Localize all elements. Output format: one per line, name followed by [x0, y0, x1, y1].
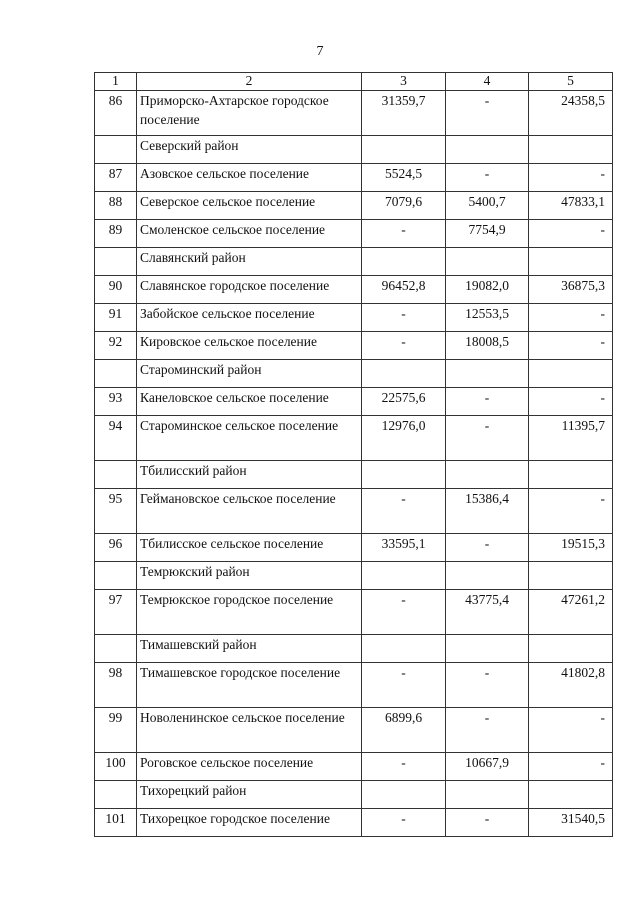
value-cell-3	[362, 136, 446, 164]
value-cell-5: 19515,3	[529, 534, 613, 562]
settlement-name-cell: Славянское городское поселение	[137, 276, 362, 304]
settlement-name-cell: Темрюкское городское поселение	[137, 590, 362, 635]
settlement-name-cell: Тихорецкое городское поселение	[137, 809, 362, 837]
district-row	[95, 360, 613, 388]
district-name-cell: Тбилисский район	[137, 461, 362, 489]
value-cell-4: 19082,0	[446, 276, 529, 304]
value-cell-4: 7754,9	[446, 220, 529, 248]
row-number-cell: 96	[95, 534, 137, 562]
settlement-name-cell: Тимашевское городское поселение	[137, 663, 362, 708]
table-row	[95, 332, 613, 360]
district-name-cell: Тихорецкий район	[137, 781, 362, 809]
table-row	[95, 192, 613, 220]
table-row	[95, 304, 613, 332]
value-cell-4: -	[446, 91, 529, 136]
row-number-cell	[95, 360, 137, 388]
table-row	[95, 489, 613, 534]
district-row	[95, 562, 613, 590]
district-name-cell: Староминский район	[137, 360, 362, 388]
value-cell-5: -	[529, 304, 613, 332]
value-cell-3: 12976,0	[362, 416, 446, 461]
row-number-cell: 90	[95, 276, 137, 304]
table-row	[95, 276, 613, 304]
value-cell-5: 24358,5	[529, 91, 613, 136]
value-cell-5	[529, 461, 613, 489]
value-cell-3: -	[362, 489, 446, 534]
value-cell-4: 18008,5	[446, 332, 529, 360]
header-cell-3: 3	[362, 73, 446, 91]
table-row	[95, 809, 613, 837]
value-cell-5	[529, 136, 613, 164]
value-cell-3	[362, 248, 446, 276]
value-cell-3: -	[362, 590, 446, 635]
settlement-name-cell: Приморско-Ахтарское городское поселение	[137, 91, 362, 136]
row-number-cell: 97	[95, 590, 137, 635]
district-row	[95, 248, 613, 276]
value-cell-4: -	[446, 708, 529, 753]
value-cell-3	[362, 781, 446, 809]
row-number-cell: 100	[95, 753, 137, 781]
value-cell-5: -	[529, 164, 613, 192]
value-cell-4: 5400,7	[446, 192, 529, 220]
value-cell-5: -	[529, 489, 613, 534]
settlement-name-cell: Геймановское сельское поселение	[137, 489, 362, 534]
value-cell-4	[446, 136, 529, 164]
value-cell-5	[529, 562, 613, 590]
value-cell-5: -	[529, 332, 613, 360]
table-row	[95, 753, 613, 781]
value-cell-4: -	[446, 663, 529, 708]
table-row	[95, 91, 613, 136]
table-row	[95, 590, 613, 635]
value-cell-4	[446, 248, 529, 276]
value-cell-5: -	[529, 753, 613, 781]
value-cell-3: 22575,6	[362, 388, 446, 416]
settlement-name-cell: Азовское сельское поселение	[137, 164, 362, 192]
value-cell-4	[446, 635, 529, 663]
district-row	[95, 461, 613, 489]
table-row	[95, 388, 613, 416]
value-cell-5: -	[529, 708, 613, 753]
value-cell-3: -	[362, 332, 446, 360]
value-cell-3	[362, 360, 446, 388]
value-cell-3: -	[362, 220, 446, 248]
row-number-cell	[95, 562, 137, 590]
value-cell-5	[529, 781, 613, 809]
settlement-name-cell: Кировское сельское поселение	[137, 332, 362, 360]
value-cell-3	[362, 635, 446, 663]
value-cell-3: 7079,6	[362, 192, 446, 220]
page-number: 7	[316, 44, 324, 59]
row-number-cell: 99	[95, 708, 137, 753]
district-name-cell: Северский район	[137, 136, 362, 164]
value-cell-3: 31359,7	[362, 91, 446, 136]
value-cell-3: -	[362, 663, 446, 708]
value-cell-5	[529, 360, 613, 388]
row-number-cell: 89	[95, 220, 137, 248]
value-cell-5: -	[529, 220, 613, 248]
value-cell-3: 5524,5	[362, 164, 446, 192]
value-cell-4	[446, 562, 529, 590]
value-cell-4: -	[446, 534, 529, 562]
row-number-cell: 92	[95, 332, 137, 360]
data-table	[94, 72, 613, 837]
value-cell-4: -	[446, 388, 529, 416]
value-cell-5: 11395,7	[529, 416, 613, 461]
value-cell-4: 15386,4	[446, 489, 529, 534]
district-row	[95, 781, 613, 809]
row-number-cell: 93	[95, 388, 137, 416]
value-cell-4: 10667,9	[446, 753, 529, 781]
header-cell-4: 4	[446, 73, 529, 91]
value-cell-4: 12553,5	[446, 304, 529, 332]
table-row	[95, 708, 613, 753]
value-cell-5: 47833,1	[529, 192, 613, 220]
value-cell-4: -	[446, 416, 529, 461]
district-name-cell: Темрюкский район	[137, 562, 362, 590]
table-row	[95, 220, 613, 248]
row-number-cell: 87	[95, 164, 137, 192]
value-cell-4: -	[446, 164, 529, 192]
value-cell-5: -	[529, 388, 613, 416]
value-cell-4	[446, 360, 529, 388]
value-cell-5: 47261,2	[529, 590, 613, 635]
value-cell-4: 43775,4	[446, 590, 529, 635]
row-number-cell	[95, 248, 137, 276]
district-row	[95, 136, 613, 164]
table-row	[95, 534, 613, 562]
row-number-cell: 101	[95, 809, 137, 837]
value-cell-3: 33595,1	[362, 534, 446, 562]
table-row	[95, 416, 613, 461]
district-name-cell: Славянский район	[137, 248, 362, 276]
value-cell-5: 36875,3	[529, 276, 613, 304]
value-cell-3	[362, 562, 446, 590]
table-row	[95, 164, 613, 192]
value-cell-3: 96452,8	[362, 276, 446, 304]
row-number-cell	[95, 461, 137, 489]
value-cell-5: 31540,5	[529, 809, 613, 837]
settlement-name-cell: Тбилисское сельское поселение	[137, 534, 362, 562]
value-cell-5: 41802,8	[529, 663, 613, 708]
settlement-name-cell: Новоленинское сельское поселение	[137, 708, 362, 753]
settlement-name-cell: Северское сельское поселение	[137, 192, 362, 220]
settlement-name-cell: Забойское сельское поселение	[137, 304, 362, 332]
district-row	[95, 635, 613, 663]
table-row	[95, 663, 613, 708]
value-cell-3: 6899,6	[362, 708, 446, 753]
value-cell-4: -	[446, 809, 529, 837]
value-cell-3: -	[362, 304, 446, 332]
row-number-cell	[95, 635, 137, 663]
district-name-cell: Тимашевский район	[137, 635, 362, 663]
row-number-cell	[95, 136, 137, 164]
value-cell-4	[446, 781, 529, 809]
settlement-name-cell: Канеловское сельское поселение	[137, 388, 362, 416]
row-number-cell: 86	[95, 91, 137, 136]
row-number-cell	[95, 781, 137, 809]
value-cell-3: -	[362, 809, 446, 837]
row-number-cell: 94	[95, 416, 137, 461]
value-cell-3: -	[362, 753, 446, 781]
row-number-cell: 95	[95, 489, 137, 534]
row-number-cell: 88	[95, 192, 137, 220]
header-cell-1: 1	[95, 73, 137, 91]
row-number-cell: 98	[95, 663, 137, 708]
header-row	[95, 73, 613, 91]
header-cell-5: 5	[529, 73, 613, 91]
settlement-name-cell: Роговское сельское поселение	[137, 753, 362, 781]
value-cell-5	[529, 248, 613, 276]
value-cell-5	[529, 635, 613, 663]
value-cell-3	[362, 461, 446, 489]
settlement-name-cell: Смоленское сельское поселение	[137, 220, 362, 248]
header-cell-2: 2	[137, 73, 362, 91]
value-cell-4	[446, 461, 529, 489]
row-number-cell: 91	[95, 304, 137, 332]
settlement-name-cell: Староминское сельское поселение	[137, 416, 362, 461]
